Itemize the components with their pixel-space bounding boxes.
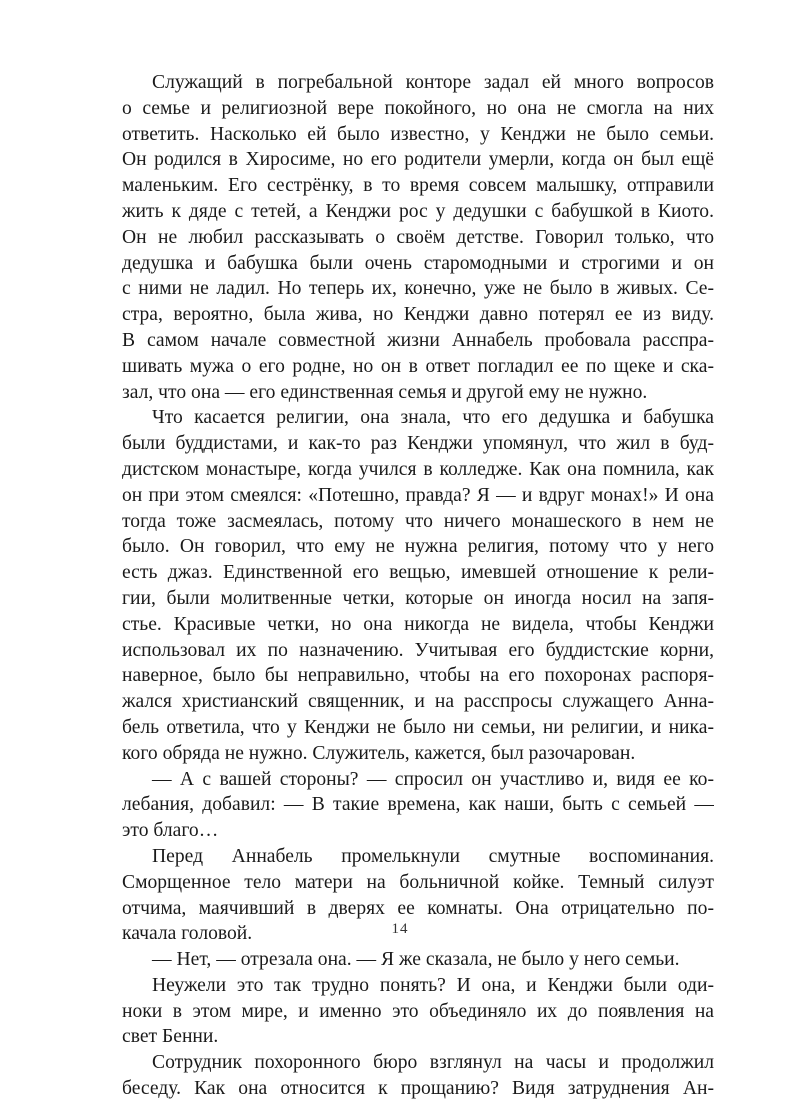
text-line: кого обряда не нужно. Служитель, кажется, был разочарован. xyxy=(122,742,636,764)
text-line: маленьким. Его сестрёнку, в то время совсем малышку, отправили xyxy=(122,175,714,197)
text-line: качала головой. xyxy=(122,923,253,945)
text-line: есть джаз. Единственной его вещью, имевшей отношение к рели- xyxy=(122,562,714,584)
text-line: жить к дяде с тетей, а Кенджи рос у дедушки с бабушкой в Киото. xyxy=(122,200,714,222)
text-line: зал, что она — его единственная семья и другой ему не нужно. xyxy=(122,381,648,403)
text-line: стра, вероятно, была жива, но Кенджи давно потерял ее из виду. xyxy=(122,304,714,326)
text-line: с ними не ладил. Но теперь их, конечно, уже не было в живых. Се- xyxy=(122,278,714,300)
text-line: было. Он говорил, что ему не нужна религия, потому что у него xyxy=(122,536,714,558)
text-line: Служащий в погребальной конторе задал ей много вопросов xyxy=(152,72,714,93)
page-number: 14 xyxy=(391,921,409,937)
text-line: дедушка и бабушка были очень старомодными и строгими и он xyxy=(122,252,714,274)
text-line: Сотрудник похоронного бюро взглянул на часы и продолжил xyxy=(152,1052,714,1074)
text-line: ноки в этом мире, и именно это объединяло их до появления на xyxy=(122,1000,714,1022)
body-text xyxy=(122,70,714,1102)
text-line: о семье и религиозной вере покойного, но она не смогла на них xyxy=(122,97,714,119)
text-line: Что касается религии, она знала, что его дедушка и бабушка xyxy=(152,407,714,429)
text-line: гии, были молитвенные четки, которые он иногда носил на запя- xyxy=(122,587,714,609)
text-line: — Нет, — отрезала она. — Я же сказала, не было у него семьи. xyxy=(152,949,680,971)
text-line: В самом начале совместной жизни Аннабель пробовала расспра- xyxy=(122,329,714,351)
text-line: использовал их по назначению. Учитывая его буддистские корни, xyxy=(122,639,714,661)
text-line: Сморщенное тело матери на больничной койке. Темный силуэт xyxy=(122,871,714,893)
text-line: Неужели это так трудно понять? И она, и Кенджи были оди- xyxy=(152,974,714,996)
text-line: шивать мужа о его родне, но он в ответ погладил ее по щеке и ска- xyxy=(122,355,714,377)
text-line: он при этом смеялся: «Потешно, правда? Я — и вдруг монах!» И она xyxy=(122,484,714,506)
text-line: бель ответила, что у Кенджи не было ни семьи, ни религии, и ника- xyxy=(122,716,714,738)
text-line: тогда тоже засмеялась, потому что ничего монашеского в нем не xyxy=(122,510,714,532)
text-line: Он не любил рассказывать о своём детстве. Говорил только, что xyxy=(122,226,714,248)
text-line: Он родился в Хиросиме, но его родители умерли, когда он был ещё xyxy=(122,149,714,171)
text-line: ответить. Насколько ей было известно, у Кенджи не было семьи. xyxy=(122,123,714,145)
text-line: жался христианский священник, и на расспросы служащего Анна- xyxy=(122,691,714,713)
text-line: Перед Аннабель промелькнули смутные воспоминания. xyxy=(152,845,714,867)
text-line: наверное, было бы неправильно, чтобы на его похоронах распоря- xyxy=(122,665,714,687)
text-line: это благо… xyxy=(122,820,219,842)
text-line: отчима, маячивший в дверях ее комнаты. Она отрицательно по- xyxy=(122,897,714,919)
text-line: свет Бенни. xyxy=(122,1026,219,1048)
text-line: лебания, добавил: — В такие времена, как наши, быть с семьей — xyxy=(122,794,714,816)
text-line: беседу. Как она относится к прощанию? Видя затруднения Ан- xyxy=(122,1078,714,1100)
text-line: — А с вашей стороны? — спросил он участливо и, видя ее ко- xyxy=(152,768,714,790)
text-line: стье. Красивые четки, но она никогда не видела, чтобы Кенджи xyxy=(122,613,714,635)
text-line: дистском монастыре, когда учился в колледже. Как она помнила, как xyxy=(122,458,714,480)
text-line: были буддистами, и как-то раз Кенджи упомянул, что жил в буд- xyxy=(122,433,714,455)
